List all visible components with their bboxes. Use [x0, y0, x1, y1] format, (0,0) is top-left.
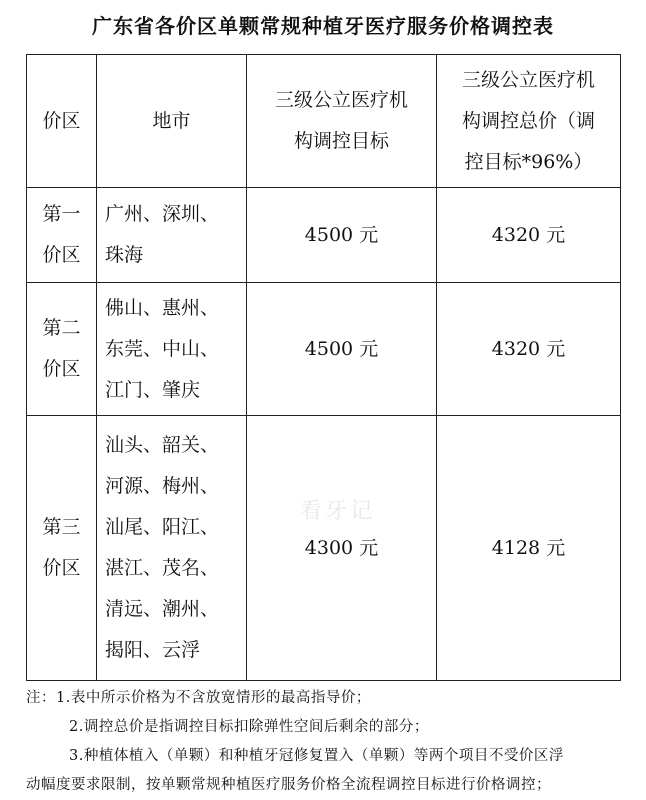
note-line: 动幅度要求限制，按单颗常规种植医疗服务价格全流程调控目标进行价格调控；	[26, 777, 551, 793]
header-target-line: 构调控目标	[293, 130, 389, 152]
table-row	[27, 416, 621, 681]
header-target-line: 三级公立医疗机	[274, 89, 408, 111]
target-price-cell: 4500 元	[247, 283, 437, 416]
table-header-row	[27, 55, 621, 188]
header-total-line: 三级公立医疗机	[461, 68, 595, 91]
price-table	[26, 54, 621, 681]
header-total	[437, 55, 621, 188]
zone-line: 第二	[42, 317, 81, 339]
zone-line: 第一	[42, 203, 81, 225]
header-total-line: 控目标*96%）	[464, 150, 593, 173]
zone-cell	[27, 283, 97, 416]
zone-cell	[27, 416, 97, 681]
city-line: 河源、梅州、	[105, 475, 220, 497]
city-line: 江门、肇庆	[105, 378, 201, 401]
note-line: 注：1.表中所示价格为不含放宽情形的最高指导价；	[26, 690, 371, 706]
notes-section	[26, 684, 631, 800]
city-line: 汕头、韶关、	[105, 434, 220, 456]
city-line: 广州、深圳、	[105, 203, 220, 225]
zone-line: 价区	[42, 244, 81, 266]
city-line: 东莞、中山、	[105, 337, 220, 360]
city-line: 揭阳、云浮	[105, 639, 201, 661]
total-price-cell: 4320 元	[437, 188, 621, 283]
target-price-cell: 4300 元	[247, 416, 437, 681]
note-line: 3.种植体植入（单颗）和种植牙冠修复置入（单颗）等两个项目不受价区浮	[69, 748, 564, 764]
page-title: 广东省各价区单颗常规种植牙医疗服务价格调控表	[92, 14, 554, 38]
header-total-line: 构调控总价（调	[461, 109, 595, 132]
city-line: 湛江、茂名、	[105, 557, 220, 579]
watermark-text: 看牙记	[300, 499, 376, 524]
city-line: 清远、潮州、	[105, 598, 220, 620]
city-line: 汕尾、阳江、	[105, 516, 220, 538]
header-zone: 价区	[27, 55, 97, 188]
zone-line: 价区	[42, 358, 81, 380]
zone-cell	[27, 188, 97, 283]
table-row	[27, 188, 621, 283]
note-line: 2.调控总价是指调控目标扣除弹性空间后剩余的部分；	[69, 719, 429, 735]
table-row	[27, 283, 621, 416]
header-target	[247, 55, 437, 188]
zone-line: 第三	[42, 516, 81, 538]
total-price-cell: 4320 元	[437, 283, 621, 416]
target-price-cell: 4500 元	[247, 188, 437, 283]
zone-line: 价区	[42, 557, 81, 579]
header-city: 地市	[97, 55, 247, 188]
city-line: 珠海	[105, 244, 144, 266]
city-line: 佛山、惠州、	[105, 296, 220, 319]
city-cell	[97, 416, 247, 681]
city-cell	[97, 283, 247, 416]
total-price-cell: 4128 元	[437, 416, 621, 681]
city-cell	[97, 188, 247, 283]
